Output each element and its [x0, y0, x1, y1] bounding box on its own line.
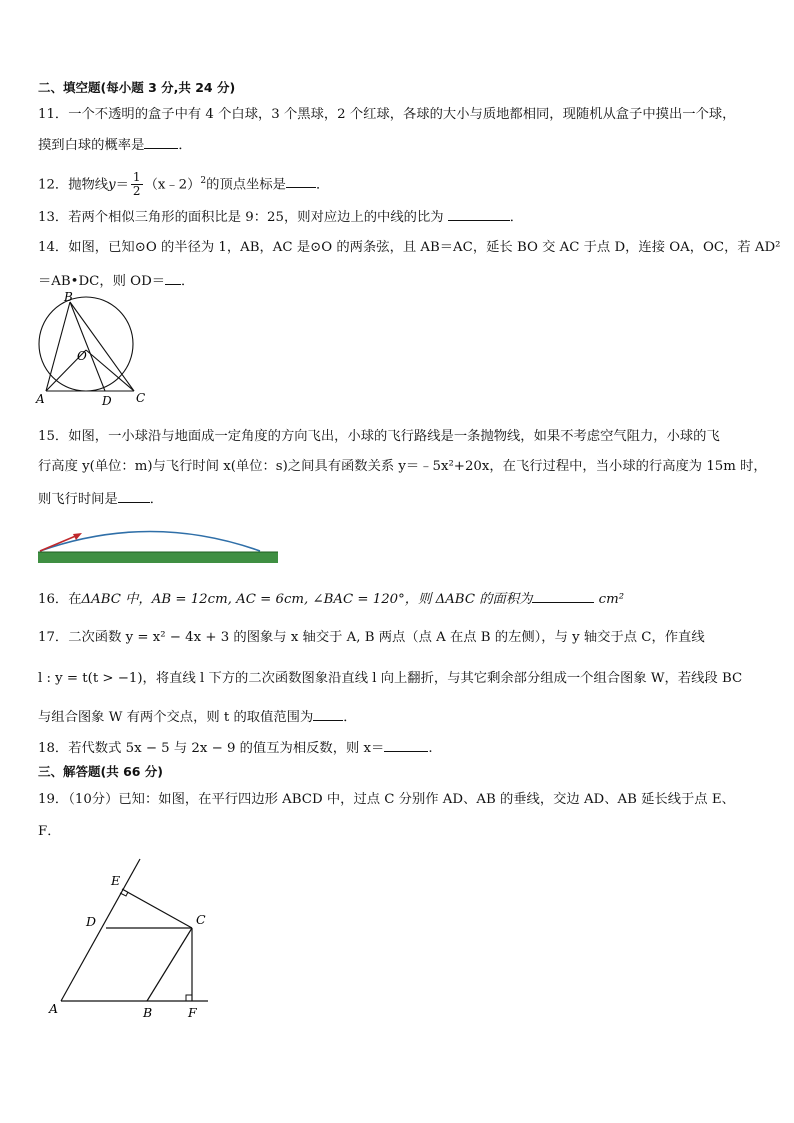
question-17-end: ．	[343, 710, 357, 725]
question-16-text: 16．在	[38, 592, 82, 607]
parabola-path	[40, 532, 260, 552]
question-15-line-2: 行高度 y(单位：m)与飞行时间 x(单位：s)之间具有函数关系 y＝﹣5x²+20x，在飞行过程中，当小球的行高度为 15m 时，	[38, 459, 767, 474]
question-11-line-1: 11．一个不透明的盒子中有 4 个白球，3 个黑球，2 个红球，各球的大小与质地都相同，现随机从盒子中摸出一个球，	[38, 107, 736, 122]
question-16-expr: ΔABC 中，AB = 12cm, AC = 6cm, ∠BAC = 120°，则 ΔABC 的面积为	[81, 592, 533, 607]
segment-bc	[70, 302, 134, 391]
question-17-text: 与组合图象 W 有两个交点，则 t 的取值范围为	[38, 710, 314, 725]
question-15-end: ．	[149, 492, 164, 507]
answer-blank	[384, 738, 428, 752]
answer-blank	[532, 589, 594, 603]
question-12-var-y: y	[108, 177, 116, 193]
right-angle-mark-f	[186, 995, 192, 1001]
question-13-end: ．	[509, 210, 524, 225]
question-14-text: ＝AB•DC，则 OD＝	[38, 274, 166, 289]
segment-bd	[70, 302, 105, 391]
question-15-line-3	[38, 489, 163, 509]
question-18-end: .	[428, 741, 433, 756]
question-17-line-3	[38, 707, 357, 727]
label-e: E	[111, 873, 121, 888]
fraction-numerator: 1	[132, 170, 141, 185]
ball-trajectory-figure	[38, 522, 278, 566]
answer-blank	[165, 271, 181, 285]
question-12	[38, 165, 329, 197]
question-12-exponent: 2	[200, 176, 207, 186]
label-a: A	[49, 1001, 59, 1016]
answer-blank	[118, 489, 150, 503]
section-title-solutions: 三、解答题(共 66 分)	[38, 764, 164, 779]
question-12-eq: ＝	[115, 177, 129, 193]
question-12-expr: （x﹣2）	[144, 177, 201, 193]
label-b: B	[64, 290, 73, 304]
label-b: B	[143, 1005, 153, 1020]
question-12-end: ．	[315, 177, 330, 193]
question-11-end: ．	[178, 138, 192, 153]
question-13	[38, 207, 523, 227]
label-d: D	[86, 914, 97, 929]
parallelogram-figure	[40, 853, 220, 1023]
answer-blank	[313, 707, 343, 721]
label-o: O	[77, 349, 87, 363]
segment-cb	[147, 928, 192, 1001]
question-18-text: 18．若代数式 5x − 5 与 2x − 9 的值互为相反数，则 x＝	[38, 741, 385, 756]
ground	[38, 552, 278, 563]
question-15-line-1: 15．如图，一小球沿与地面成一定角度的方向飞出，小球的飞行路线是一条抛物线，如果不考虑空气阻力，小球的飞	[38, 429, 720, 444]
question-11-line-2	[38, 135, 192, 155]
question-19-line-2: F．	[38, 824, 61, 839]
answer-blank	[448, 207, 510, 221]
fraction-one-half	[131, 171, 143, 198]
label-d: D	[102, 394, 112, 408]
question-15-text: 则飞行时间是	[38, 492, 118, 507]
label-c: C	[136, 391, 146, 405]
label-f: F	[188, 1005, 197, 1020]
question-11-text: 摸到白球的概率是	[38, 138, 145, 153]
answer-blank	[144, 135, 178, 149]
question-14-line-1: 14．如图，已知⊙O 的半径为 1，AB，AC 是⊙O 的两条弦，且 AB＝AC，延长 BO 交 AC 于点 D，连接 OA，OC，若 AD²	[38, 240, 781, 255]
question-17-line-2: l : y = t(t > −1)，将直线 l 下方的二次函数图象沿直线 l 向上翻折，与其它剩余部分组成一个组合图象 W，若线段 BC	[38, 671, 743, 686]
question-18	[38, 738, 433, 758]
question-12-tail: 的顶点坐标是	[206, 177, 286, 193]
launch-arrow	[40, 535, 78, 551]
question-16	[38, 589, 624, 609]
circle-geometry-figure	[30, 290, 160, 408]
segment-ce	[122, 889, 192, 928]
question-13-text: 13．若两个相似三角形的面积比是 9：25，则对应边上的中线的比为	[38, 210, 444, 225]
answer-blank	[286, 174, 316, 188]
question-16-unit: cm²	[598, 592, 625, 607]
question-14-line-2	[38, 271, 194, 291]
question-19-line-1: 19．（10分）已知：如图，在平行四边形 ABCD 中，过点 C 分别作 AD、AB 的垂线，交边 AD、AB 延长线于点 E、	[38, 792, 735, 807]
question-12-text: 12．抛物线	[38, 177, 109, 193]
question-14-end: ．	[181, 274, 195, 289]
fraction-denominator: 2	[132, 184, 141, 199]
label-c: C	[196, 912, 206, 927]
question-17-line-1: 17．二次函数 y = x² − 4x + 3 的图象与 x 轴交于 A, B 两点（点 A 在点 B 的左侧），与 y 轴交于点 C，作直线	[38, 630, 705, 645]
section-title-fill-in: 二、填空题(每小题 3 分,共 24 分)	[38, 80, 236, 95]
line-ad-extended	[61, 859, 140, 1001]
label-a: A	[36, 392, 45, 406]
segment-ab	[46, 302, 70, 391]
